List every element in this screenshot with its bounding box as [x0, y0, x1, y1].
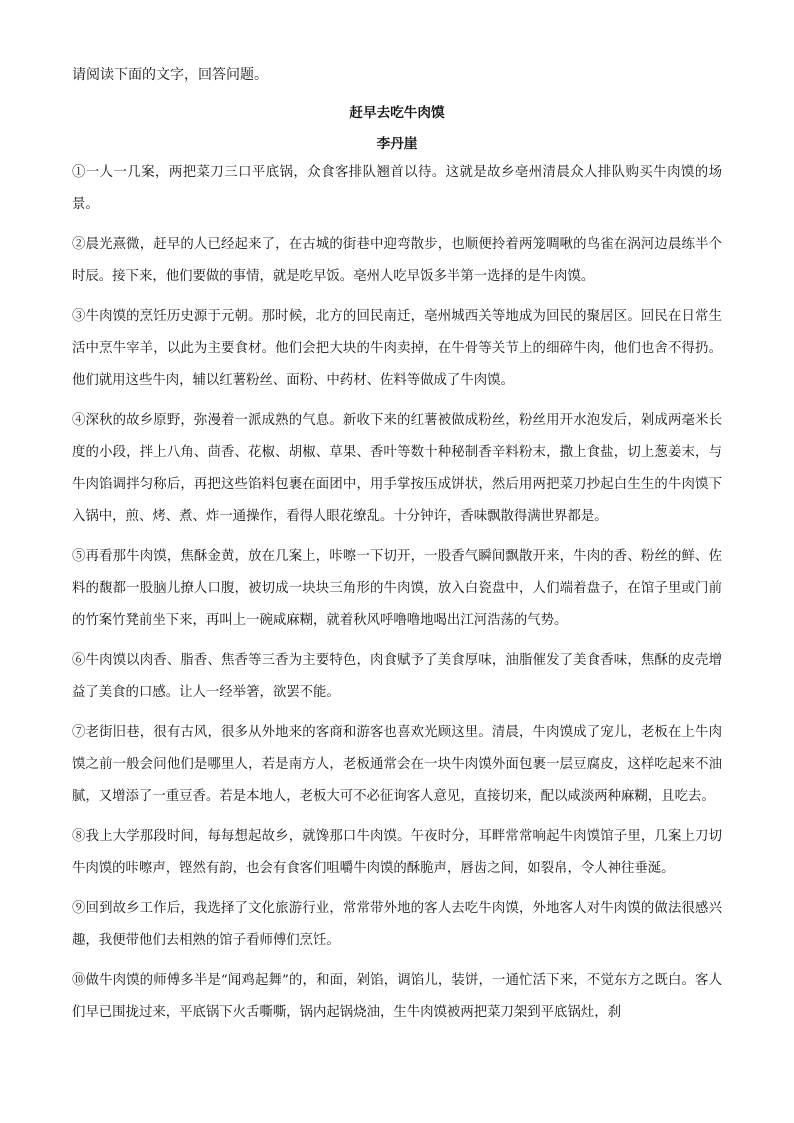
paragraph-7: ⑦老街旧巷，很有古风，很多从外地来的客商和游客也喜欢光顾这里。清晨，牛肉馍成了宠儿，老板在上牛肉馍之前一般会问他们是哪里人，若是南方人，老板通常会在一块牛肉馍外面包裹一层豆腐皮，这样吃起来不油腻，又增添了一重豆香。若是本地人，老板大可不必征询客人意见，直接切来，配以咸淡两种麻糊，且吃去。 [72, 725, 722, 804]
paragraph-6: ⑥牛肉馍以肉香、脂香、焦香等三香为主要特色，肉食赋予了美食厚味，油脂催发了美食香味，焦酥的皮壳增益了美食的口感。让人一经举箸，欲罢不能。 [72, 653, 722, 700]
paragraph-5: ⑤再看那牛肉馍，焦酥金黄，放在几案上，咔嚓一下切开，一股香气瞬间飘散开来，牛肉的香、粉丝的鲜、佐料的馥都一股脑儿撩人口腹，被切成一块块三角形的牛肉馍，放入白瓷盘中，人们端着盘子，在馆子里或门前的竹案竹凳前坐下来，再叫上一碗咸麻糊，就着秋风呼噜噜地喝出江河浩荡的气势。 [72, 549, 722, 628]
article-body [72, 157, 722, 1037]
paragraph-2: ②晨光熹微，赶早的人已经起来了，在古城的街巷中迎弯散步，也顺便拎着两笼啁啾的鸟雀在涡河边晨练半个时辰。接下来，他们要做的事情，就是吃早饭。亳州人吃早饭多半第一选择的是牛肉馍。 [72, 237, 722, 284]
paragraph-4: ④深秋的故乡原野，弥漫着一派成熟的气息。新收下来的红薯被做成粉丝，粉丝用开水泡发后，剁成两毫米长度的小段，拌上八角、茴香、花椒、胡椒、草果、香叶等数十种秘制香辛料粉末，撒上食盐，切上葱姜末，与牛肉馅调拌匀称后，再把这些馅料包裹在面团中，用手掌按压成饼状，然后用两把菜刀抄起白生生的牛肉馍下入锅中，煎、烤、煮、炸一通操作，看得人眼花缭乱。十分钟许，香味飘散得满世界都是。 [72, 413, 722, 524]
article-title: 赶早去吃牛肉馍 [349, 105, 445, 121]
paragraph-8: ⑧我上大学那段时间，每每想起故乡，就馋那口牛肉馍。午夜时分，耳畔常常响起牛肉馍馆子里，几案上刀切牛肉馍的咔嚓声，铿然有韵，也会有食客们咀嚼牛肉馍的酥脆声，唇齿之间，如裂帛，令人神往垂涎。 [72, 829, 722, 876]
paragraph-1: ①一人一几案，两把菜刀三口平底锅，众食客排队翘首以待。这就是故乡亳州清晨众人排队购买牛肉馍的场景。 [72, 165, 722, 212]
paragraph-10: ⑩做牛肉馍的师傅多半是“闻鸡起舞”的，和面，剁馅，调馅儿，装饼，一通忙活下来，不觉东方之既白。客人们早已围拢过来，平底锅下火舌嘶嘶，锅内起锅烧油，生牛肉馍被两把菜刀架到平底锅灶，刹 [72, 973, 722, 1020]
paragraph-9: ⑨回到故乡工作后，我选择了文化旅游行业，常常带外地的客人去吃牛肉馍，外地客人对牛肉馍的做法很感兴趣，我便带他们去相熟的馆子看师傅们烹饪。 [72, 901, 722, 948]
instruction-text: 请阅读下面的文字，回答问题。 [72, 67, 268, 83]
paragraph-3: ③牛肉馍的烹饪历史源于元朝。那时候，北方的回民南迁，亳州城西关等地成为回民的聚居区。回民在日常生活中烹牛宰羊，以此为主要食材。他们会把大块的牛肉卖掉，在牛骨等关节上的细碎牛肉，他们也舍不得扔。他们就用这些牛肉，辅以红薯粉丝、面粉、中药材、佐料等做成了牛肉馍。 [72, 309, 722, 388]
article-author: 李丹崖 [376, 136, 418, 152]
